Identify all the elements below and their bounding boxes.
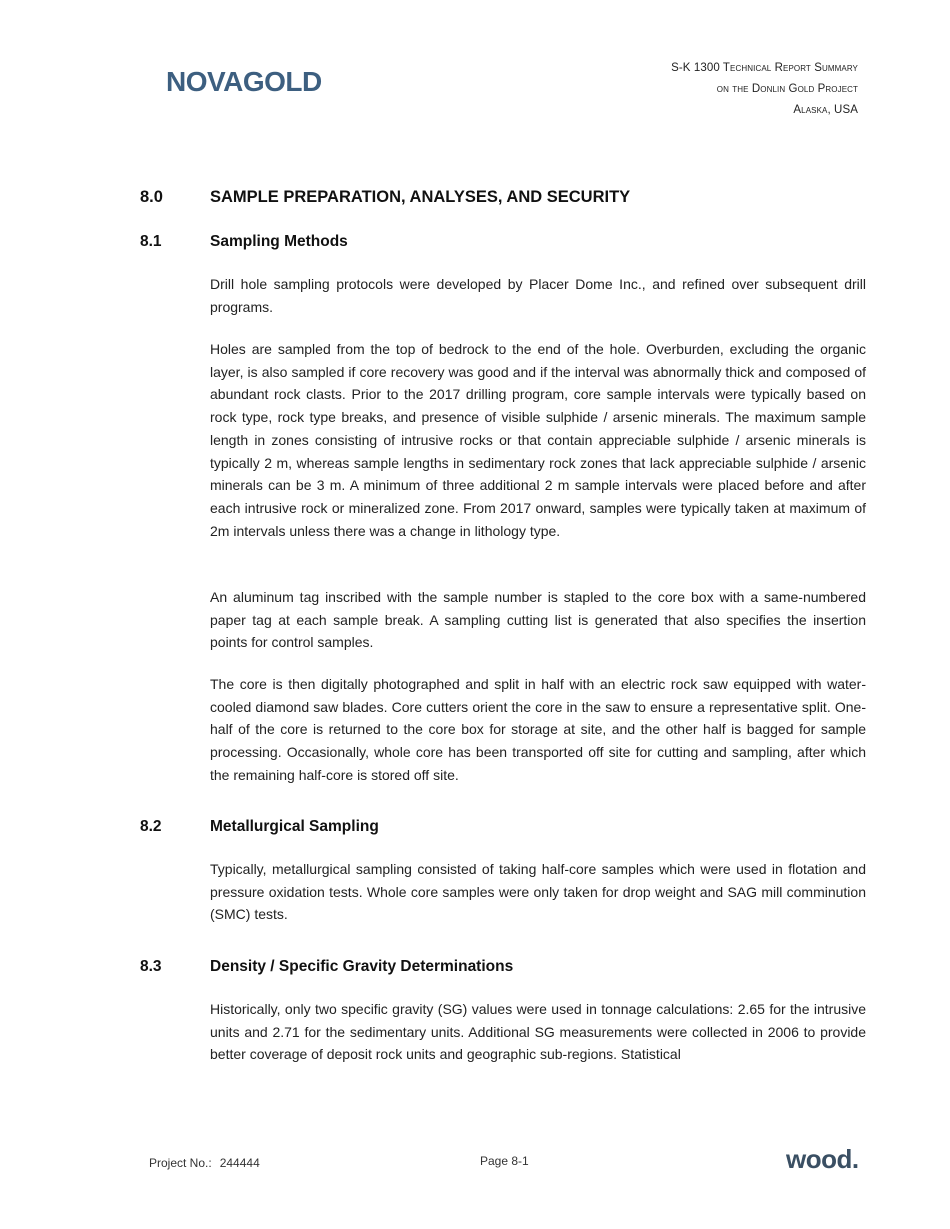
section-title: Metallurgical Sampling — [210, 818, 379, 835]
section-title: Sampling Methods — [210, 233, 348, 250]
section-title: Density / Specific Gravity Determinations — [210, 958, 514, 975]
novagold-logo-text: NOVAGOLD — [166, 66, 322, 97]
report-title-line-3: Alaska, USA — [793, 104, 858, 116]
footer-project-number — [149, 1156, 260, 1170]
wood-logo — [786, 1144, 862, 1174]
paragraph-metallurgical-sampling: Typically, metallurgical sampling consisted of taking half-core samples which were used in flotation and pressure oxidation tests. Whole core samples were only taken for drop weight and SAG mill comminution (SMC) tests. — [210, 861, 866, 923]
wood-logo-graphic — [786, 1144, 862, 1174]
report-title-line-1: S-K 1300 Technical Report Summary — [671, 62, 858, 74]
section-title: SAMPLE PREPARATION, ANALYSES, AND SECURITY — [210, 188, 631, 206]
footer-page-number: Page 8-1 — [480, 1154, 529, 1168]
paragraph-specific-gravity: Historically, only two specific gravity (SG) values were used in tonnage calculations: 2.65 for the intrusive units and 2.71 for the sedimentary units. Additional SG measurements were collected in 2006 to provide better coverage of deposit rock units and geographic sub-regions. Statistical — [210, 1001, 866, 1063]
report-title-line-2: on the Donlin Gold Project — [716, 83, 858, 95]
novagold-logo-graphic — [166, 64, 346, 98]
paragraph-aluminum-tag: An aluminum tag inscribed with the sample number is stapled to the core box with a same-numbered paper tag at each sample break. A sampling cutting list is generated that also specifies the insertion points for control samples. — [210, 589, 866, 651]
project-number: 244444 — [219, 1156, 260, 1170]
section-number: 8.3 — [140, 958, 162, 975]
report-title-block — [671, 58, 858, 121]
paragraph-drill-hole-protocols: Drill hole sampling protocols were developed by Placer Dome Inc., and refined over subsequent drill programs. — [210, 276, 866, 315]
project-label: Project No.: — [149, 1156, 212, 1170]
paragraph-sampling-intervals: Holes are sampled from the top of bedrock to the end of the hole. Overburden, excluding the organic layer, is also sampled if core recovery was good and if the interval was abnormally thick and composed of abundant rock clasts. Prior to the 2017 drilling program, core sample intervals were typically based on rock type, rock type breaks, and presence of visible sulphide / arsenic minerals. The maximum sample length in zones consisting of intrusive rocks or that contain appreciable sulphide / arsenic minerals is typically 2 m, whereas sample lengths in sedimentary rock zones that lack appreciable sulphide / arsenic minerals can be 3 m. A minimum of three additional 2 m sample intervals were placed before and after each intrusive rock or mineralized zone. From 2017 onward, samples were typically taken at maximum of 2m intervals unless there was a change in lithology type. — [210, 341, 866, 539]
section-number: 8.0 — [140, 188, 163, 206]
wood-logo-text: wood. — [786, 1144, 859, 1174]
section-number: 8.2 — [140, 818, 162, 835]
section-number: 8.1 — [140, 233, 162, 250]
novagold-logo — [166, 64, 346, 98]
paragraph-core-splitting: The core is then digitally photographed and split in half with an electric rock saw equipped with water-cooled diamond saw blades. Core cutters orient the core in the saw to ensure a representative split. One-half of the core is returned to the core box for storage at site, and the other half is bagged for sample processing. Occasionally, whole core has been transported off site for cutting and sampling, after which the remaining half-core is stored off site. — [210, 676, 866, 783]
